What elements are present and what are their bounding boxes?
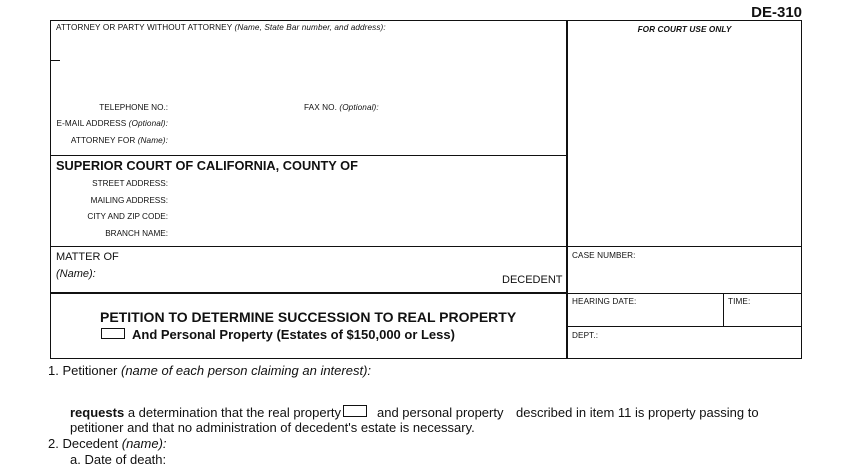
email-field[interactable]	[172, 116, 562, 129]
street-address-field[interactable]	[172, 176, 562, 189]
street-address-label: STREET ADDRESS:	[92, 179, 168, 188]
divider-matter	[50, 246, 567, 247]
attorney-header-note: (Name, State Bar number, and address):	[234, 23, 386, 32]
fax-label: FAX NO.	[304, 103, 338, 112]
requests-line-part1	[70, 405, 341, 420]
hearing-divider	[567, 326, 802, 327]
attorney-name-mark	[51, 60, 60, 61]
case-number-field[interactable]	[572, 264, 797, 288]
hearing-date-field[interactable]	[572, 309, 718, 323]
item2-line	[48, 436, 167, 451]
hearing-date-label: HEARING DATE:	[572, 297, 637, 306]
attorney-for-field[interactable]	[172, 133, 562, 146]
petition-title-box	[50, 293, 567, 359]
email-label-group	[56, 119, 168, 128]
hearing-time-divider	[723, 293, 724, 327]
telephone-label: TELEPHONE NO.:	[99, 103, 168, 112]
city-zip-field[interactable]	[172, 209, 562, 222]
attorney-for-note: (Name):	[137, 136, 168, 145]
personal-property-text: and personal property	[377, 405, 504, 420]
decedent-label: DECEDENT	[502, 274, 563, 286]
email-label: E-MAIL ADDRESS	[56, 119, 127, 128]
attorney-for-label-group	[56, 136, 168, 145]
described-text: described in item 11 is property passing to	[516, 405, 759, 420]
item1-prefix: 1. Petitioner	[48, 363, 118, 378]
fax-field[interactable]	[382, 100, 562, 113]
attorney-header	[56, 23, 386, 32]
branch-name-label: BRANCH NAME:	[105, 229, 168, 238]
email-note: (Optional):	[128, 119, 168, 128]
date-of-death-field[interactable]	[175, 451, 475, 466]
matter-name-label: (Name):	[56, 268, 96, 280]
attorney-name-address-field[interactable]	[62, 36, 562, 92]
petition-subtitle: And Personal Property (Estates of $150,000 or Less)	[132, 327, 455, 342]
item1-line	[48, 363, 371, 378]
petition-title: PETITION TO DETERMINE SUCCESSION TO REAL PROPERTY	[100, 309, 517, 325]
hearing-time-field[interactable]	[728, 309, 798, 323]
matter-of-label: MATTER OF	[56, 251, 119, 263]
requests-bold: requests	[70, 405, 125, 420]
telephone-field[interactable]	[172, 100, 297, 113]
attorney-for-label: ATTORNEY FOR	[70, 136, 136, 145]
mailing-address-label: MAILING ADDRESS:	[90, 196, 168, 205]
fax-note: (Optional):	[339, 103, 379, 112]
form-id: DE-310	[751, 4, 802, 21]
court-use-box	[567, 20, 802, 247]
item1-note: (name of each person claiming an interest):	[121, 363, 372, 378]
decedent-name-field[interactable]	[200, 435, 800, 450]
real-property-checkbox[interactable]	[343, 405, 367, 417]
court-title: SUPERIOR COURT OF CALIFORNIA, COUNTY OF	[56, 158, 358, 173]
attorney-header-label: ATTORNEY OR PARTY WITHOUT ATTORNEY	[56, 23, 233, 32]
divider-court	[50, 155, 567, 156]
branch-name-field[interactable]	[172, 226, 562, 239]
personal-property-checkbox[interactable]	[101, 328, 125, 339]
court-use-label: FOR COURT USE ONLY	[637, 25, 732, 34]
item2-note: (name):	[121, 436, 167, 451]
dept-field[interactable]	[605, 329, 795, 343]
petitioner-names-field[interactable]	[70, 381, 800, 399]
mailing-address-field[interactable]	[172, 193, 562, 206]
item2a-line: a. Date of death:	[70, 452, 167, 467]
city-zip-label: CITY AND ZIP CODE:	[87, 212, 168, 221]
hearing-time-label: TIME:	[728, 297, 751, 306]
requests-line-2: petitioner and that no administration of decedent's estate is necessary.	[70, 420, 475, 435]
county-field[interactable]	[356, 158, 562, 172]
item2-prefix: 2. Decedent	[48, 436, 119, 451]
dept-label: DEPT.:	[572, 331, 599, 340]
matter-name-field[interactable]	[100, 265, 495, 279]
requests-text: a determination that the real property	[127, 405, 342, 420]
case-number-label: CASE NUMBER:	[572, 251, 636, 260]
fax-label-group	[304, 103, 379, 112]
